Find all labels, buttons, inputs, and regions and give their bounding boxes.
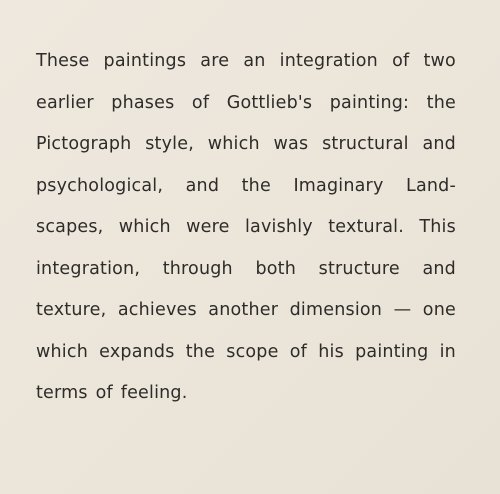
word: dimension — [289, 300, 383, 320]
text-line — [36, 124, 456, 166]
word: were — [186, 217, 230, 237]
word: style, — [145, 134, 194, 154]
word: These — [36, 51, 90, 71]
word: achieves — [117, 300, 197, 320]
word: scapes, — [36, 217, 104, 237]
word: in — [439, 341, 456, 362]
word: phases — [111, 92, 175, 113]
word: textural. — [328, 217, 404, 237]
word: integration, — [36, 258, 141, 279]
word: integration — [279, 51, 378, 71]
word: through — [162, 258, 233, 279]
word: Pictograph — [36, 134, 132, 154]
text-line — [36, 207, 456, 249]
word: paintings — [103, 51, 187, 71]
word: of — [289, 341, 308, 362]
word: texture, — [36, 300, 107, 320]
word: which — [207, 134, 260, 154]
text-line — [36, 332, 456, 374]
word: scope — [226, 341, 279, 362]
word: and — [422, 134, 456, 154]
word: Land- — [406, 175, 456, 196]
word: This — [419, 217, 456, 237]
text-line — [36, 290, 456, 332]
text-line — [36, 166, 456, 208]
word: of — [95, 383, 113, 403]
text-line — [36, 373, 456, 415]
word: lavishly — [245, 217, 313, 237]
word: expands — [99, 341, 175, 362]
text-line — [36, 41, 456, 83]
word: the — [185, 341, 216, 362]
word: feeling. — [120, 383, 188, 403]
word: the — [426, 92, 456, 113]
word: was — [273, 134, 309, 154]
word: two — [423, 51, 456, 71]
word: painting — [355, 341, 429, 362]
word: of — [392, 51, 410, 71]
word: which — [118, 217, 171, 237]
word: — — [393, 300, 412, 320]
word: and — [422, 258, 456, 279]
word: an — [243, 51, 266, 71]
word: Gottlieb's — [226, 92, 313, 113]
text-line — [36, 249, 456, 291]
word: structure — [318, 258, 400, 279]
word: terms — [36, 383, 88, 403]
word: painting: — [329, 92, 410, 113]
word: one — [422, 300, 456, 320]
word: and — [185, 175, 220, 196]
word: the — [241, 175, 271, 196]
word: psychological, — [36, 175, 164, 196]
word: of — [191, 92, 210, 113]
text-line — [36, 83, 456, 125]
body-paragraph — [36, 41, 456, 415]
word: both — [255, 258, 297, 279]
word: which — [36, 341, 88, 362]
word: another — [208, 300, 279, 320]
word: structural — [322, 134, 409, 154]
word: are — [200, 51, 230, 71]
word: Imaginary — [293, 175, 384, 196]
word: his — [318, 341, 344, 362]
word: earlier — [36, 92, 94, 113]
